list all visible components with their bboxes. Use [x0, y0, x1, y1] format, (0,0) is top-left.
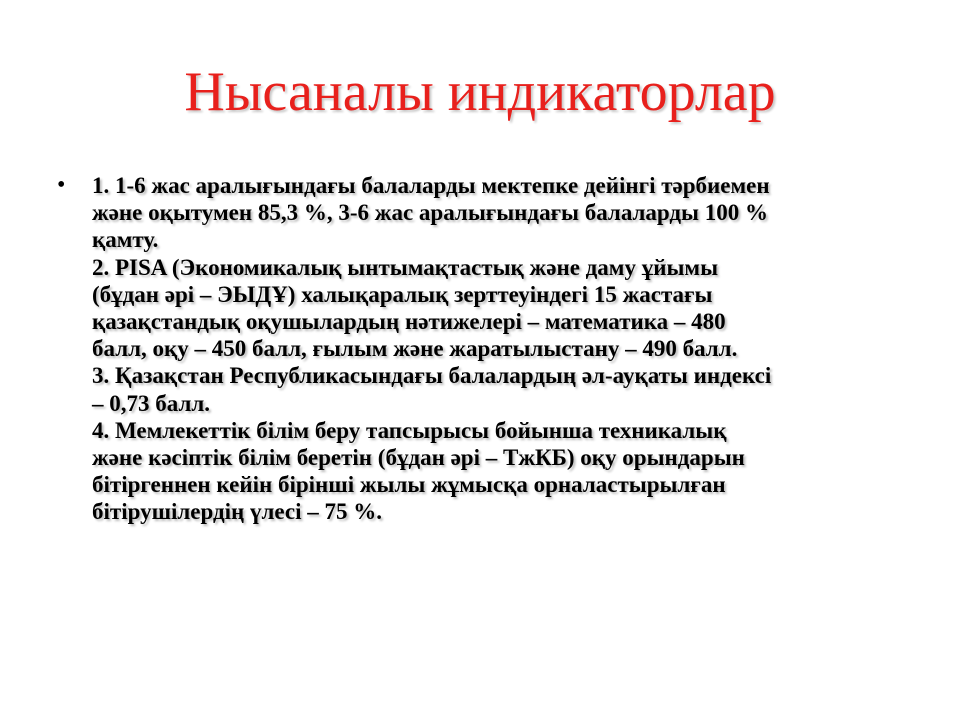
text-line: 2. PISA (Экономикалық ынтымақтастық және даму ұйымы [92, 254, 719, 280]
text-line: 3. Қазақстан Республикасындағы балалардың әл-ауқаты индексі [92, 363, 772, 389]
bullet-text [92, 172, 942, 526]
text-line: балл, оқу – 450 балл, ғылым және жаратылыстану – 490 балл. [92, 336, 738, 362]
text-line: – 0,73 балл. [92, 390, 211, 416]
slide-title: Нысаналы индикаторлар [184, 61, 776, 123]
text-line: қазақстандық оқушылардың нәтижелері – математика – 480 [92, 309, 726, 335]
text-line: 4. Мемлекеттік білім беру тапсырысы бойынша техникалық [92, 417, 727, 443]
bullet-icon: • [57, 172, 66, 198]
text-line: және кәсіптік білім беретін (бұдан әрі – ТжКБ) оқу орындарын [92, 445, 745, 471]
text-line: бітірушілердің үлесі – 75 %. [92, 499, 382, 525]
text-line: және оқытумен 85,3 %, 3-6 жас аралығындағы балаларды 100 % [92, 200, 769, 226]
text-line: бітіргеннен кейін бірінші жылы жұмысқа орналастырылған [92, 472, 726, 498]
text-line: 1. 1-6 жас аралығындағы балаларды мектепке дейінгі тәрбиемен [92, 173, 770, 198]
text-line: (бұдан әрі – ЭЫДҰ) халықаралық зерттеуіндегі 15 жастағы [92, 281, 713, 307]
text-line: қамту. [92, 227, 159, 253]
